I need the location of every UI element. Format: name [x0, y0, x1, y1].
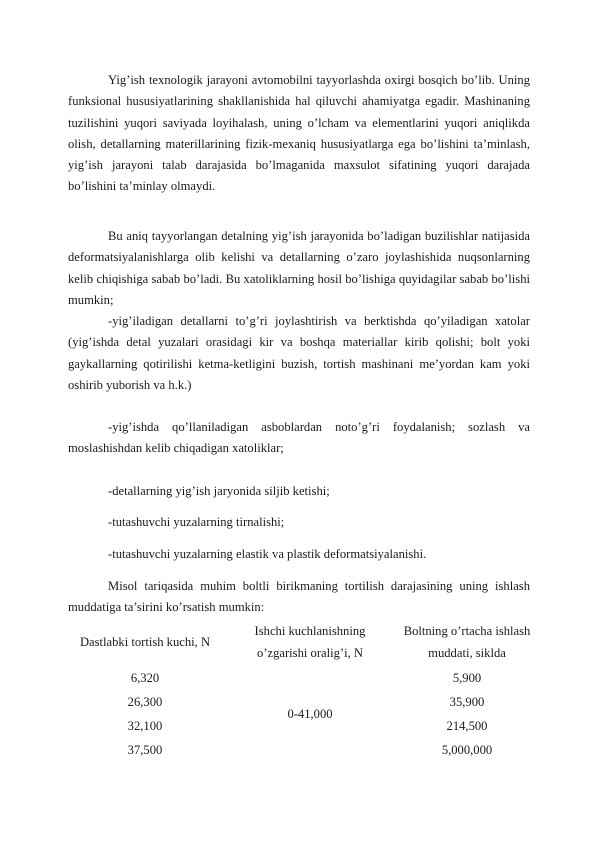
cell-service-life: 214,500 [446, 719, 488, 733]
list-item-surface-deformation: -tutashuvchi yuzalarning elastik va plastik deformatsiyalanishi. [108, 547, 427, 561]
list-item-part-shifting: -detallarning yig’ish jaryonida siljib ketishi; [108, 484, 330, 498]
paragraph-table-intro: Misol tariqasida muhim boltli birikmaning tortilish darajasining uning ishlash muddatiga ta’sirini ko’rsatish mumkin: [68, 579, 530, 615]
table-header-row [56, 620, 548, 666]
bolt-tension-table [56, 620, 548, 762]
header-service-life: Boltning o’rtacha ishlash muddati, siklda [403, 624, 531, 660]
table-row [56, 666, 548, 690]
paragraph-deformation-causes: Bu aniq tayyorlangan detalning yig’ish jarayonida bo’ladigan buzilishlar natijasida deformatsiyalanishlarga olib kelishi va detallarning o’zaro joylashishida nuqsonlarning kelib chiqishiga sabab bo’ladi. Bu xatoliklarning hosil bo’lishiga quyidagilar sabab bo’lishi mumkin; [68, 229, 530, 307]
header-initial-force: Dastlabki tortish kuchi, N [79, 635, 211, 649]
cell-stress-range: 0-41,000 [287, 707, 333, 721]
paragraph-assembly-intro: Yig’ish texnologik jarayoni avtomobilni tayyorlashda oxirgi bosqich bo’lib. Uning funksional hususiyatlarining shakllanishida hal qiluvchi ahamiyatga egadir. Mashinaning tuzilishini yuqori saviyada loyihalash, uning o’lcham va elementlarini yuqori aniqlikda olish, detallarning materillarining fizik-mexaniq hususiyatlarga ega bo’lishini ta’minlash, yig’ish jarayoni talab darajasida bo’lmaganida maxsulot sifatining yuqori darajada bo’lishini ta’minlay olmaydi. [68, 73, 530, 194]
cell-service-life: 35,900 [449, 695, 485, 709]
header-stress-range: Ishchi kuchlanishning o’zgarishi oralig’i, N [254, 624, 366, 660]
cell-initial-force: 32,100 [127, 719, 163, 733]
list-item-positioning-errors: -yig’iladigan detallarni to’g’ri joylashtirish va berktishda qo’yiladigan xatolar (yig’ishda detal yuzalari orasidagi kir va boshqa materiallar kirib qolishi; bolt yoki gaykallarning qotirilishi ketma-ketligini buzish, tortish mashinani me’yordan kam yoki oshirib yuborish va h.k.) [68, 314, 530, 392]
cell-initial-force: 6,320 [130, 671, 160, 685]
cell-service-life: 5,900 [452, 671, 482, 685]
list-item-surface-scratching: -tutashuvchi yuzalarning tirnalishi; [108, 515, 285, 529]
cell-initial-force: 37,500 [127, 743, 163, 757]
list-item-tool-misuse: -yig’ishda qo’llaniladigan asboblardan noto’g’ri foydalanish; sozlash va moslashishdan kelib chiqadigan xatoliklar; [68, 420, 530, 456]
cell-service-life: 5,000,000 [441, 743, 493, 757]
cell-initial-force: 26,300 [127, 695, 163, 709]
